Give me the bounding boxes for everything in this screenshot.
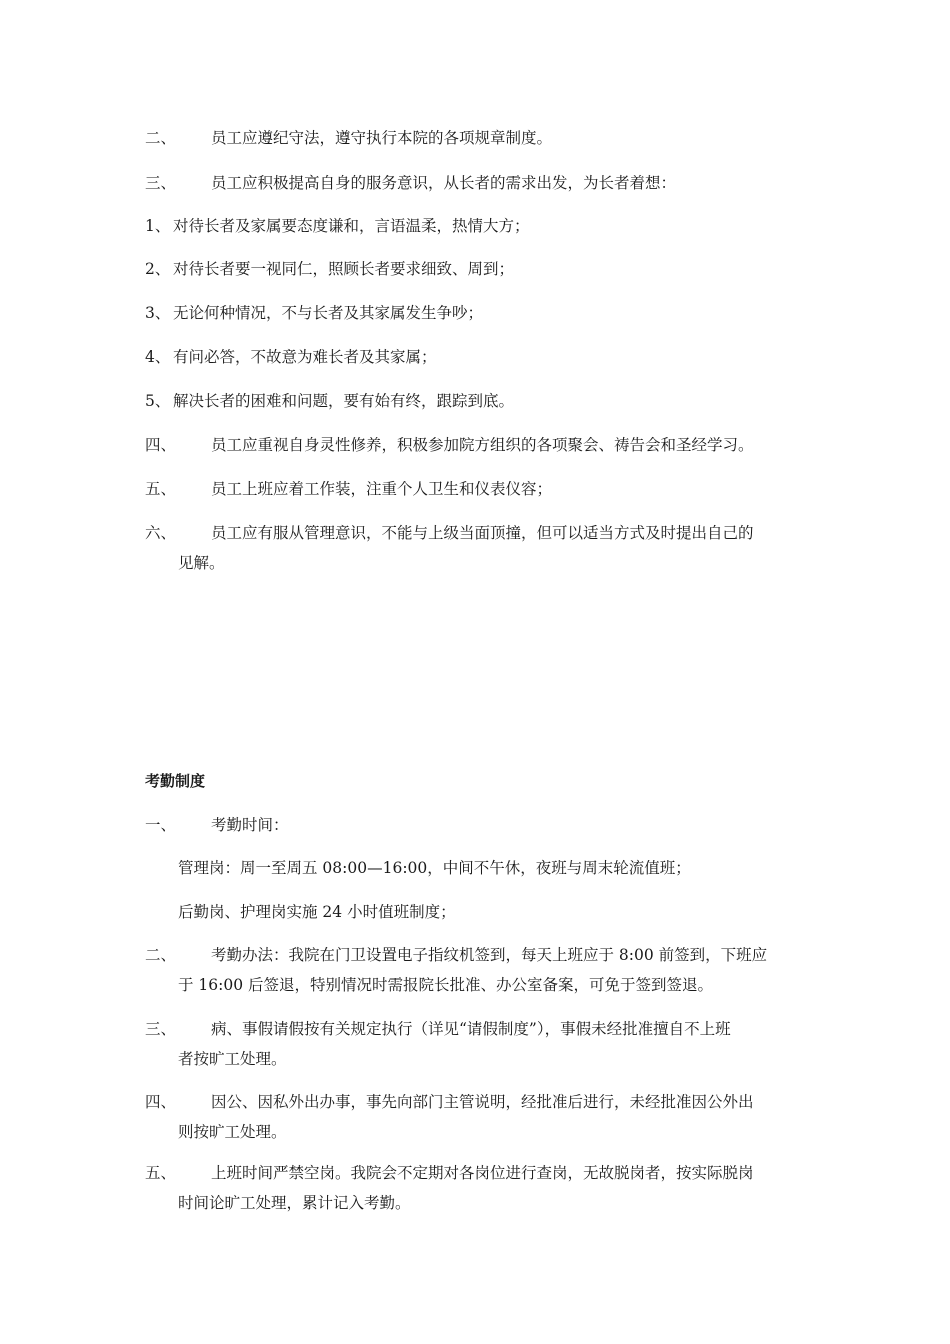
item-marker: 二、 — [145, 129, 177, 147]
rule-item-6 — [145, 518, 815, 578]
attendance-item-1 — [145, 810, 815, 840]
item-text: 员工应重视自身灵性修养，积极参加院方组织的各项聚会、祷告会和圣经学习。 — [211, 436, 754, 454]
item-marker: 2、 — [145, 260, 171, 278]
item-marker: 五、 — [145, 480, 177, 498]
item-text: 员工应遵纪守法，遵守执行本院的各项规章制度。 — [211, 129, 553, 147]
item-marker: 五、 — [145, 1164, 177, 1182]
item-text: 有问必答，不故意为难长者及其家属； — [173, 348, 437, 366]
rule-item-5 — [145, 474, 815, 504]
item-text: 无论何种情况，不与长者及其家属发生争吵； — [173, 304, 484, 322]
rule-item-3 — [145, 168, 815, 198]
item-text: 考勤时间： — [211, 816, 289, 834]
item-marker: 一、 — [145, 816, 177, 834]
item-continuation: 者按旷工处理。 — [178, 1050, 287, 1068]
sub-item-5 — [145, 386, 815, 416]
attendance-item-3 — [145, 1014, 815, 1074]
section-title: 考勤制度 — [145, 772, 206, 790]
item-continuation: 见解。 — [178, 554, 225, 572]
item-text: 病、事假请假按有关规定执行（详见“请假制度”），事假未经批准擅自不上班 — [211, 1020, 731, 1038]
attendance-item-2 — [145, 940, 815, 1000]
item-text: 员工应积极提高自身的服务意识，从长者的需求出发，为长者着想： — [211, 174, 677, 192]
item-text: 员工应有服从管理意识，不能与上级当面顶撞，但可以适当方式及时提出自己的 — [211, 524, 754, 542]
item-continuation: 于 16:00 后签退，特别情况时需报院长批准、办公室备案，可免于签到签退。 — [178, 976, 714, 994]
sub-item-4 — [145, 342, 815, 372]
item-text: 对待长者要一视同仁，照顾长者要求细致、周到； — [173, 260, 515, 278]
item-marker: 3、 — [145, 304, 171, 322]
item-marker: 四、 — [145, 1093, 177, 1111]
item-marker: 四、 — [145, 436, 177, 454]
item-continuation: 则按旷工处理。 — [178, 1123, 287, 1141]
item-marker: 二、 — [145, 946, 177, 964]
item-continuation: 时间论旷工处理，累计记入考勤。 — [178, 1194, 411, 1212]
sub-item-3 — [145, 298, 815, 328]
attendance-item-4 — [145, 1087, 815, 1147]
sub-item-1 — [145, 211, 815, 241]
item-marker: 三、 — [145, 174, 177, 192]
item-text: 考勤办法：我院在门卫设置电子指纹机签到，每天上班应于 8:00 前签到，下班应 — [211, 946, 768, 964]
item-marker: 1、 — [145, 217, 171, 235]
rule-item-4 — [145, 430, 815, 460]
item-text: 因公、因私外出办事，事先向部门主管说明，经批准后进行，未经批准因公外出 — [211, 1093, 754, 1111]
item-text: 上班时间严禁空岗。我院会不定期对各岗位进行查岗，无故脱岗者，按实际脱岗 — [211, 1164, 754, 1182]
item-text: 对待长者及家属要态度谦和，言语温柔，热情大方； — [173, 217, 530, 235]
item-text: 员工上班应着工作装，注重个人卫生和仪表仪容； — [211, 480, 553, 498]
item-text: 解决长者的困难和问题，要有始有终，跟踪到底。 — [173, 392, 515, 410]
rule-item-2 — [145, 123, 815, 153]
attendance-item-5 — [145, 1158, 815, 1218]
item-marker: 5、 — [145, 392, 171, 410]
item-marker: 4、 — [145, 348, 171, 366]
sub-item-2 — [145, 254, 815, 284]
item-marker: 三、 — [145, 1020, 177, 1038]
attendance-sub-logistics: 后勤岗、护理岗实施 24 小时值班制度； — [178, 903, 456, 921]
item-marker: 六、 — [145, 524, 177, 542]
attendance-sub-management: 管理岗：周一至周五 08:00—16:00，中间不午休，夜班与周末轮流值班； — [178, 859, 691, 877]
